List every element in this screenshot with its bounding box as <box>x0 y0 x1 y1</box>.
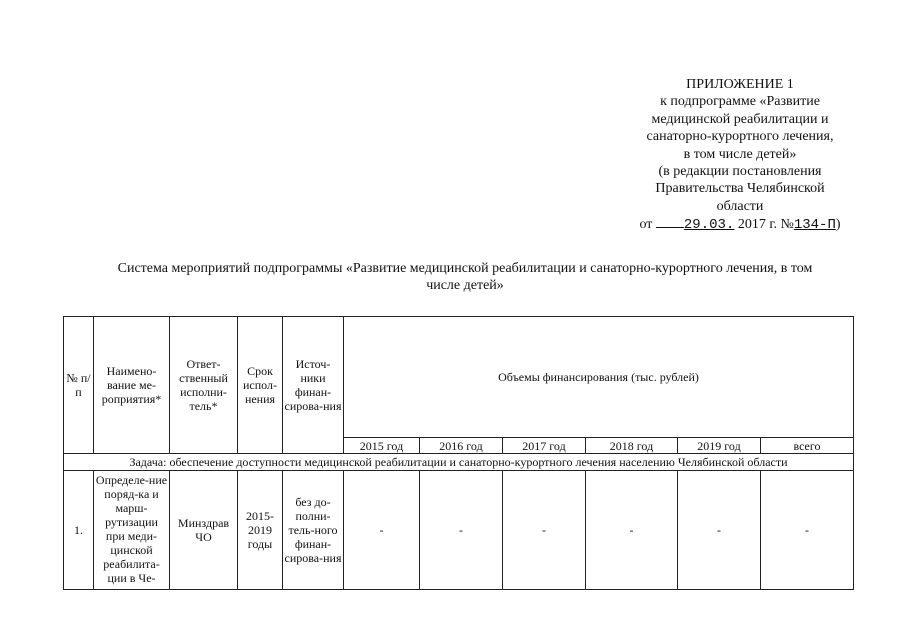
task-text: Задача: обеспечение доступности медицинской реабилитации и санаторно-курортного лечения населению Челябинской области <box>64 454 854 471</box>
row-value-2019: - <box>678 471 761 590</box>
header-term: Срок испол-нения <box>238 317 283 454</box>
appendix-line: в том числе детей» <box>683 146 797 162</box>
header-num: № п/п <box>64 317 94 454</box>
row-value-2018: - <box>586 471 678 590</box>
date-close: ) <box>835 217 841 233</box>
appendix-block <box>600 76 880 235</box>
year-header: 2016 год <box>420 438 503 454</box>
title-line: числе детей» <box>426 278 504 293</box>
decree-date-line <box>600 215 880 234</box>
decree-year: 2017 г. № <box>737 217 794 233</box>
row-value-2015: - <box>344 471 420 590</box>
year-header: 2017 год <box>503 438 586 454</box>
year-header: 2018 год <box>586 438 678 454</box>
row-measure-name: Определе-ние поряд-ка и марш-рутизации при меди-цинской реабилита-ции в Че- <box>94 471 170 590</box>
row-value-total: - <box>761 471 854 590</box>
appendix-line: к подпрограмме «Развитие <box>660 94 820 110</box>
table-row <box>64 471 854 590</box>
header-executor: Ответ-ственный исполни-тель* <box>170 317 238 454</box>
date-underline <box>656 215 684 228</box>
appendix-line: медицинской реабилитации и <box>651 111 829 127</box>
header-sources: Источ-ники финан-сирова-ния <box>283 317 344 454</box>
title-line: Система мероприятий подпрограммы «Развитие медицинской реабилитации и санаторно-курортного лечения, в том <box>117 261 813 276</box>
row-value-2017: - <box>503 471 586 590</box>
document-title <box>70 260 860 294</box>
row-value-2016: - <box>420 471 503 590</box>
total-header: всего <box>761 438 854 454</box>
decree-number: 134-П <box>793 217 836 234</box>
row-source: без до-полни-тель-ного финан-сирова-ния <box>283 471 344 590</box>
date-prefix: от <box>639 217 653 233</box>
task-row <box>64 454 854 471</box>
appendix-line: области <box>716 198 764 214</box>
header-name: Наимено-вание ме-роприятия* <box>94 317 170 454</box>
row-num: 1. <box>64 471 94 590</box>
year-header: 2019 год <box>678 438 761 454</box>
row-term: 2015-2019 годы <box>238 471 283 590</box>
appendix-line: Правительства Челябинской <box>655 181 825 197</box>
header-funding: Объемы финансирования (тыс. рублей) <box>344 317 854 438</box>
decree-date: 29.03. <box>683 217 735 234</box>
year-header: 2015 год <box>344 438 420 454</box>
row-executor: Минздрав ЧО <box>170 471 238 590</box>
header-row <box>64 317 854 438</box>
appendix-heading: ПРИЛОЖЕНИЕ 1 <box>686 77 794 92</box>
measures-table <box>63 316 854 590</box>
appendix-line: (в редакции постановления <box>658 164 822 180</box>
appendix-line: санаторно-курортного лечения, <box>646 129 834 145</box>
